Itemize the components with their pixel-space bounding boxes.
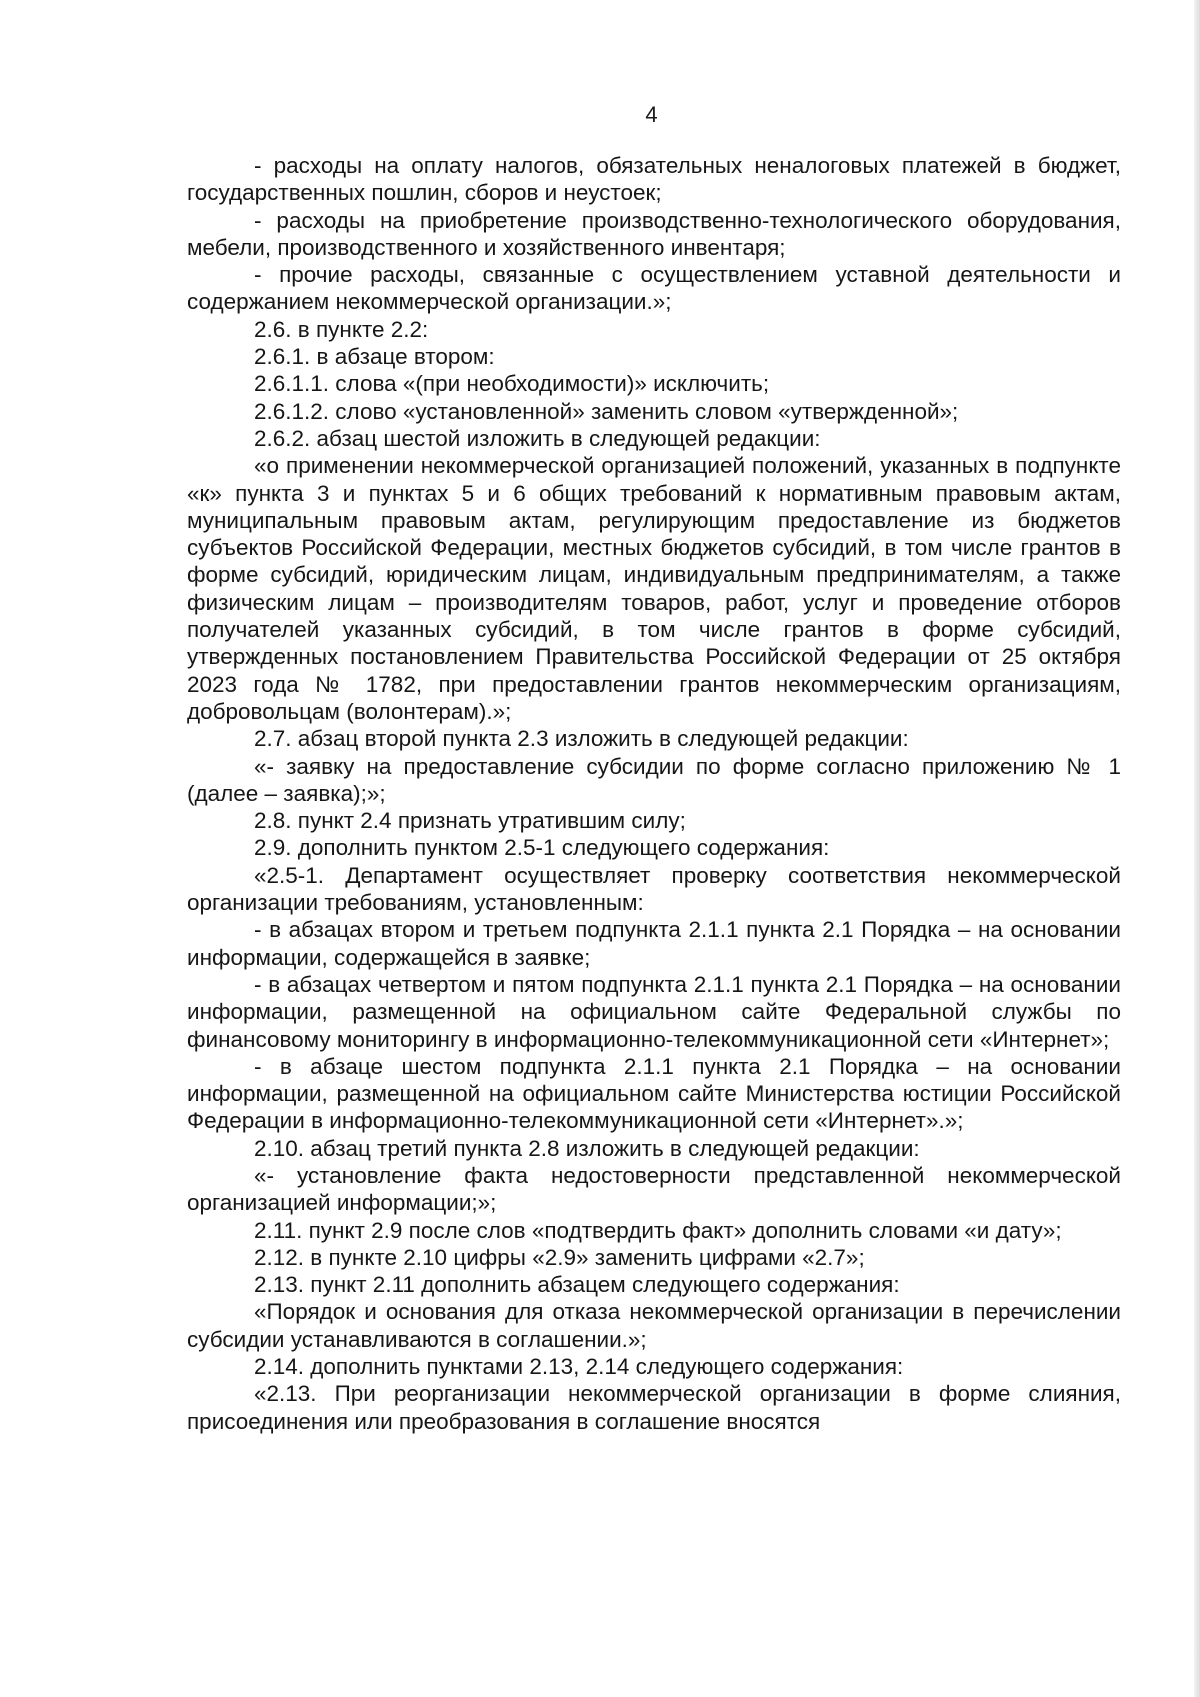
paragraph: - в абзацах четвертом и пятом подпункта 2.1.1 пункта 2.1 Порядка – на основании информации, размещенной на официальном сайте Федеральной службы по финансовому мониторингу в информационно-телекоммуникационной сети «Интернет»; <box>187 971 1121 1052</box>
paragraph: «- заявку на предоставление субсидии по форме согласно приложению № 1 (далее – заявка);»; <box>187 753 1121 806</box>
paragraph: 2.13. пункт 2.11 дополнить абзацем следующего содержания: <box>254 1272 900 1298</box>
paragraph: «о применении некоммерческой организацией положений, указанных в подпункте «к» пункта 3 и пунктах 5 и 6 общих требований к нормативным правовым актам, муниципальным правовым актам, регулирующим предоставление из бюджетов субъектов Российской Федерации, местных бюджетов субсидий, в том числе грантов в форме субсидий, юридическим лицам, индивидуальным предпринимателям, а также физическим лицам – производителям товаров, работ, услуг и проведение отборов получателей указанных субсидий, в том числе грантов в форме субсидий, утвержденных постановлением Правительства Российской Федерации от 25 октября 2023 года № 1782, при предоставлении грантов некоммерческим организациям, добровольцам (волонтерам).»; <box>187 453 1121 724</box>
paragraph: «- установление факта недостоверности представленной некоммерческой организацией информации;»; <box>187 1162 1121 1216</box>
paragraph: 2.9. дополнить пунктом 2.5-1 следующего содержания: <box>254 835 830 861</box>
paragraph: - расходы на оплату налогов, обязательных неналоговых платежей в бюджет, государственных пошлин, сборов и неустоек; <box>187 153 1121 206</box>
document-body <box>187 152 1121 1435</box>
paragraph: 2.14. дополнить пунктами 2.13, 2.14 следующего содержания: <box>254 1354 904 1380</box>
paragraph: 2.8. пункт 2.4 признать утратившим силу; <box>254 808 686 834</box>
paragraph: 2.6.2. абзац шестой изложить в следующей редакции: <box>254 425 821 451</box>
paragraph: 2.12. в пункте 2.10 цифры «2.9» заменить цифрами «2.7»; <box>254 1244 865 1270</box>
paragraph: - прочие расходы, связанные с осуществлением уставной деятельности и содержанием некоммерческой организации.»; <box>187 262 1121 315</box>
paragraph: «2.5-1. Департамент осуществляет проверку соответствия некоммерческой организации требованиям, установленным: <box>187 862 1121 916</box>
paragraph: - расходы на приобретение производственно-технологического оборудования, мебели, производственного и хозяйственного инвентаря; <box>187 207 1121 260</box>
paragraph: «2.13. При реорганизации некоммерческой организации в форме слияния, присоединения или преобразования в соглашение вносятся <box>187 1381 1121 1434</box>
paragraph: «Порядок и основания для отказа некоммерческой организации в перечислении субсидии устанавливаются в соглашении.»; <box>187 1299 1121 1352</box>
paragraph: 2.6. в пункте 2.2: <box>254 316 429 342</box>
paragraph: 2.7. абзац второй пункта 2.3 изложить в следующей редакции: <box>254 726 909 752</box>
page-edge-shadow <box>1194 0 1200 1697</box>
paragraph: 2.6.1.2. слово «установленной» заменить словом «утвержденной»; <box>254 398 959 424</box>
paragraph: - в абзаце шестом подпункта 2.1.1 пункта 2.1 Порядка – на основании информации, размещенной на официальном сайте Министерства юстиции Российской Федерации в информационно-телекоммуникационной сети «Интернет».»; <box>187 1053 1121 1134</box>
paragraph: 2.10. абзац третий пункта 2.8 изложить в следующей редакции: <box>254 1135 920 1161</box>
paragraph: - в абзацах втором и третьем подпункта 2.1.1 пункта 2.1 Порядка – на основании информации, содержащейся в заявке; <box>187 917 1121 970</box>
paragraph: 2.11. пункт 2.9 после слов «подтвердить факт» дополнить словами «и дату»; <box>254 1217 1062 1243</box>
page-number: 4 <box>645 102 658 127</box>
paragraph: 2.6.1. в абзаце втором: <box>254 344 495 370</box>
paragraph: 2.6.1.1. слова «(при необходимости)» исключить; <box>254 371 770 397</box>
